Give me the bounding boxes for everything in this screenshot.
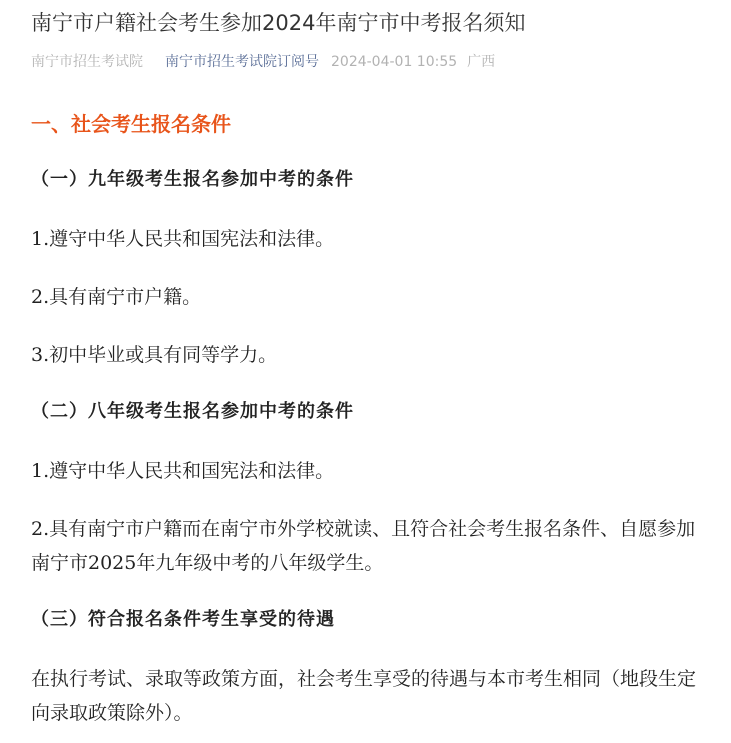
meta-account-link[interactable]: 南宁市招生考试院订阅号 [165,54,319,70]
meta-location: 广西 [467,54,496,70]
subheading-benefits: （三）符合报名条件考生享受的待遇 [31,609,335,630]
article-title: 南宁市户籍社会考生参加2024年南宁市中考报名须知 [31,11,526,35]
grade9-item-3: 3.初中毕业或具有同等学力。 [31,344,278,366]
section-heading: 一、社会考生报名条件 [31,112,231,136]
meta-datetime: 2024-04-01 10:55 [331,54,458,70]
subheading-grade9: （一）九年级考生报名参加中考的条件 [31,169,354,190]
grade8-item-2: 2.具有南宁市户籍而在南宁市外学校就读、且符合社会考生报名条件、自愿参加南宁市2025年九年级中考的八年级学生。 [31,518,696,574]
grade9-item-2: 2.具有南宁市户籍。 [31,286,202,308]
grade8-item-1: 1.遵守中华人民共和国宪法和法律。 [31,460,335,482]
benefits-text: 在执行考试、录取等政策方面，社会考生享受的待遇与本市考生相同（地段生定向录取政策除外）。 [31,668,697,724]
meta-source: 南宁市招生考试院 [31,54,143,70]
article-meta [31,52,495,72]
subheading-grade8: （二）八年级考生报名参加中考的条件 [31,401,354,422]
grade9-item-1: 1.遵守中华人民共和国宪法和法律。 [31,228,335,250]
